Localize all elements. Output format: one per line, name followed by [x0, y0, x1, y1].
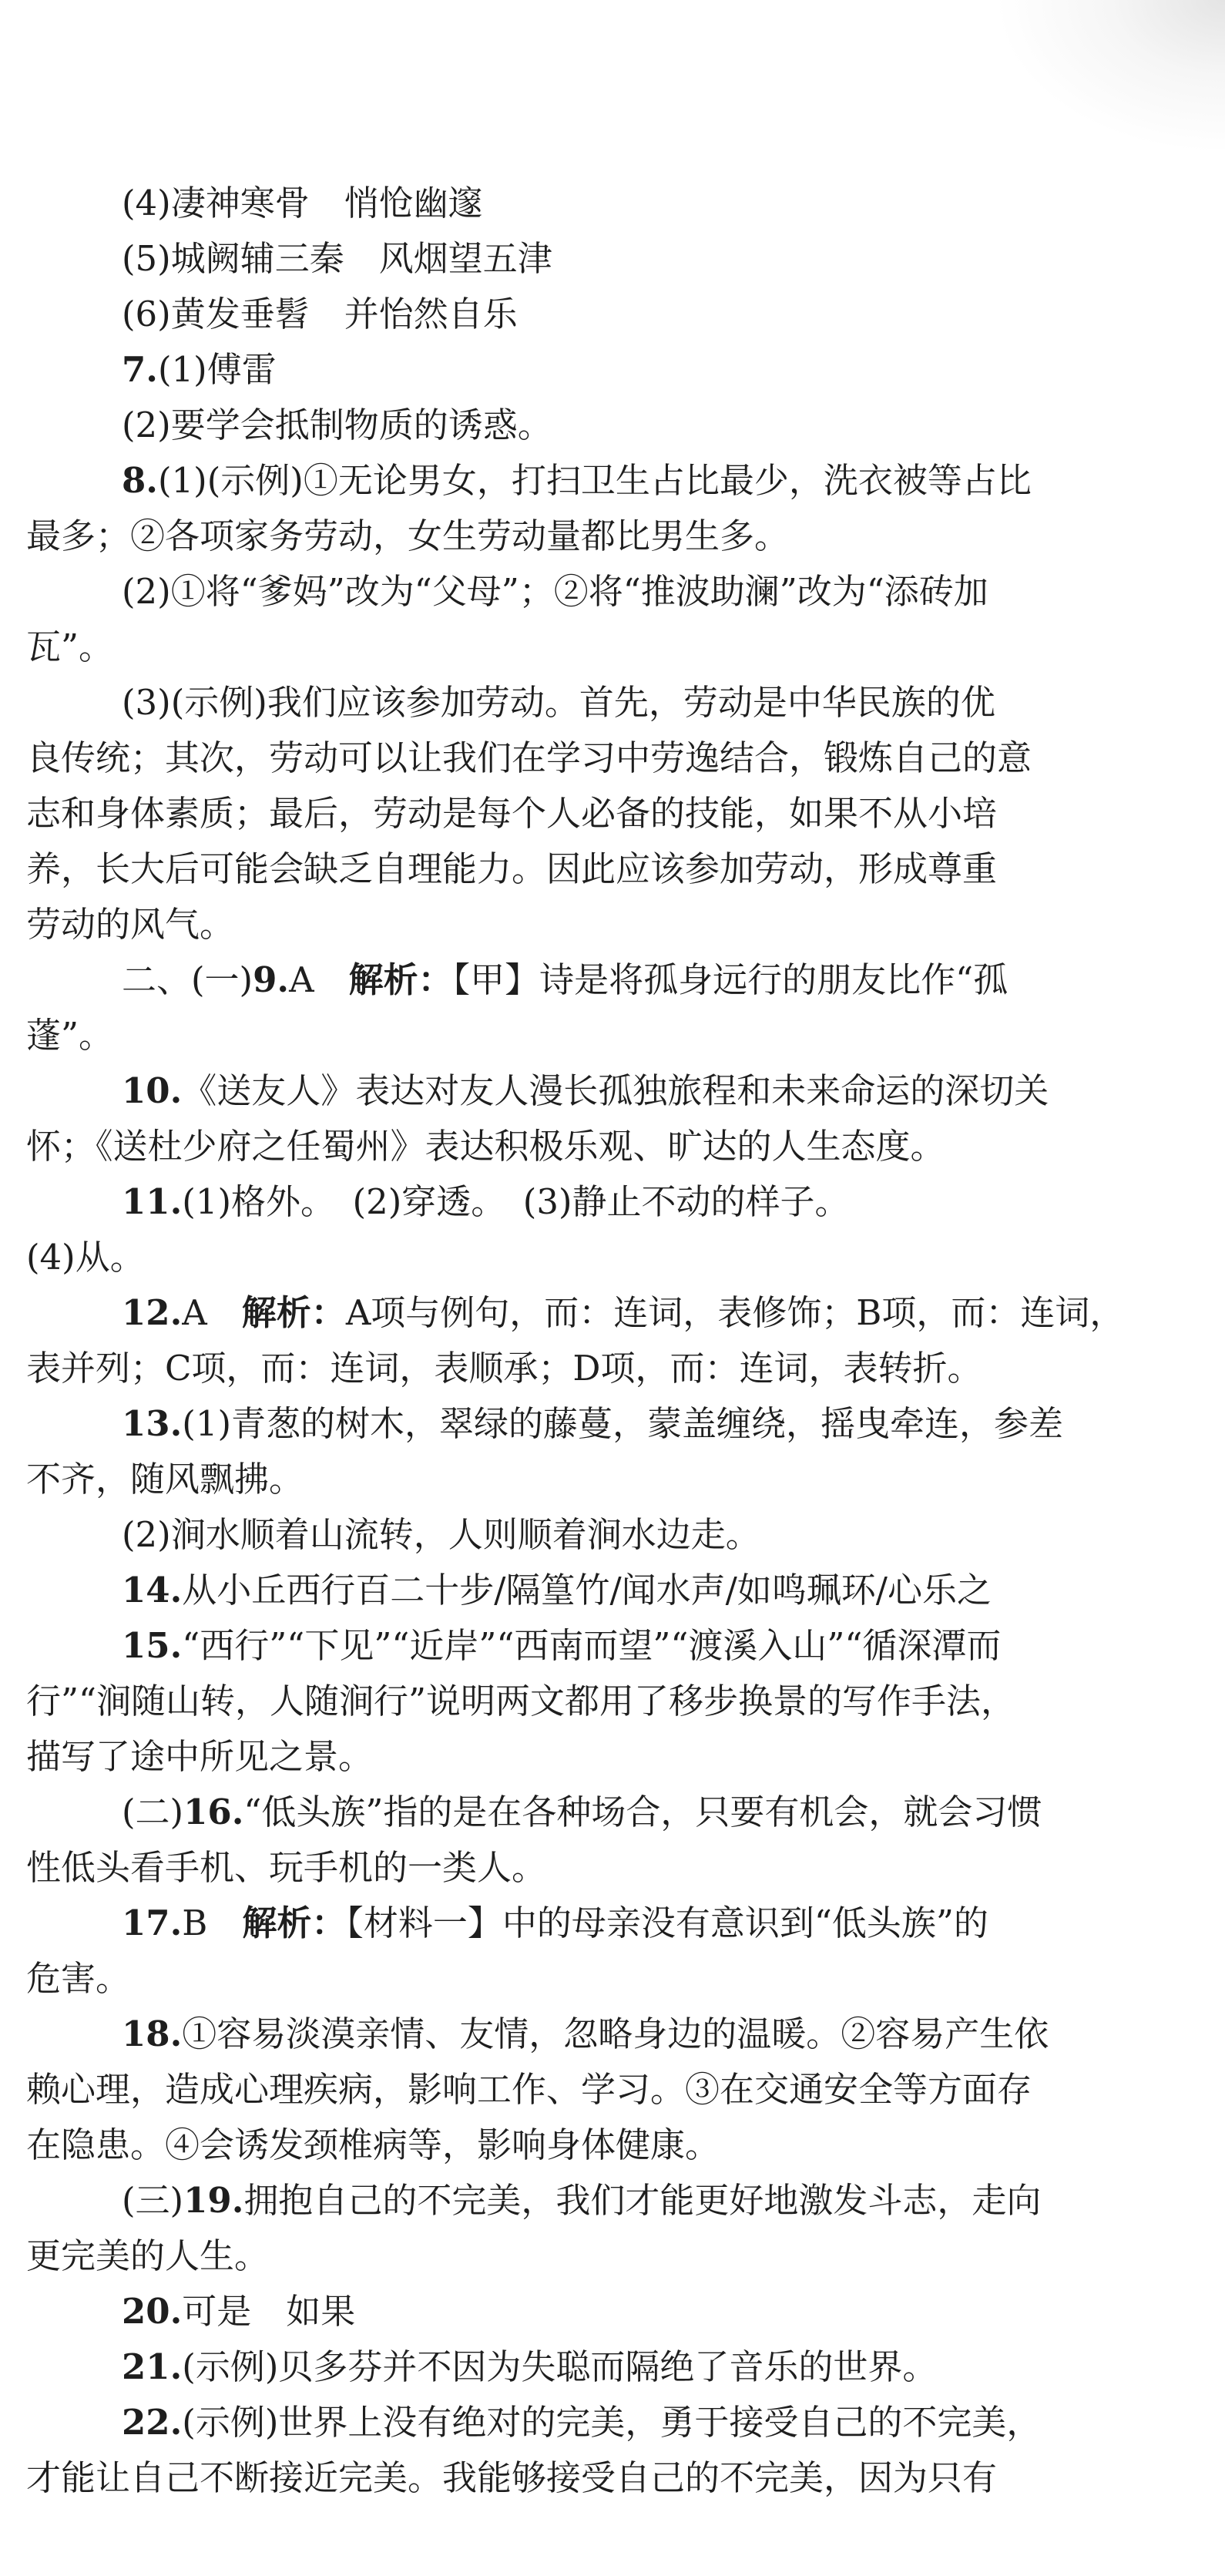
text-line	[26, 1341, 1197, 1396]
line-text: 从小丘西行百二十步/隔篁竹/闻水声/如鸣珮环/心乐之	[182, 1570, 992, 1610]
line-text: (1)傅雷	[157, 349, 277, 390]
text-line	[26, 730, 1197, 786]
line-num: 11.	[122, 1181, 183, 1222]
line-num: 20.	[122, 2291, 183, 2332]
text-line	[26, 1452, 1197, 1507]
text-line	[26, 2395, 1197, 2450]
line-pre: (三)	[122, 2180, 184, 2221]
text-line	[26, 2450, 1197, 2506]
line-num: 16.	[183, 1792, 244, 1832]
line-text: B	[182, 1903, 243, 1943]
line-text: (1)青葱的树木，翠绿的藤蔓，蒙盖缠绕，摇曳牵连，参差	[182, 1403, 1064, 1444]
line-text: 行”“涧随山转，人随涧行”说明两文都用了移步换景的写作手法，	[26, 1681, 1016, 1721]
text-line	[26, 675, 1197, 730]
line-text: (6)黄发垂髫 并怡然自乐	[122, 294, 518, 334]
text-line	[26, 2284, 1197, 2339]
line-text: (示例)贝多芬并不因为失聪而隔绝了音乐的世界。	[182, 2346, 938, 2387]
text-line	[26, 1618, 1197, 1674]
line-text: (1)(示例)①无论男女，打扫卫生占比最少，洗衣被等占比	[157, 460, 1032, 501]
line-num: 18.	[122, 2013, 183, 2054]
line-text: (2)①将“爹妈”改为“父母”；②将“推波助澜”改为“添砖加	[122, 571, 988, 612]
text-line	[26, 1285, 1197, 1341]
line-text: ①容易淡漠亲情、友情，忽略身边的温暖。②容易产生依	[182, 2013, 1049, 2054]
text-line	[26, 1174, 1197, 1230]
text-line	[26, 1396, 1197, 1452]
line-text: 劳动的风气。	[26, 904, 235, 945]
line-text: A	[289, 959, 349, 1000]
text-line	[26, 1119, 1197, 1174]
line-num: 19.	[183, 2180, 244, 2221]
text-line	[26, 287, 1197, 342]
text-line	[26, 1896, 1197, 1951]
line-text: (示例)世界上没有绝对的完美，勇于接受自己的不完美，	[182, 2402, 1042, 2443]
answer-text-block	[26, 176, 1197, 2506]
line-rest: 【材料一】中的母亲没有意识到“低头族”的	[346, 1903, 988, 1943]
text-line	[26, 897, 1197, 952]
line-text: (5)城阙辅三秦 风烟望五津	[122, 238, 552, 279]
text-line	[26, 2173, 1197, 2228]
line-text: 良传统；其次，劳动可以让我们在学习中劳逸结合，锻炼自己的意	[26, 737, 1032, 778]
line-text: 赖心理，造成心理疾病，影响工作、学习。③在交通安全等方面存	[26, 2069, 1032, 2110]
line-num: 21.	[122, 2346, 183, 2387]
text-line	[26, 564, 1197, 620]
line-num: 12.	[122, 1292, 183, 1333]
text-line	[26, 1063, 1197, 1119]
line-text: 志和身体素质；最后，劳动是每个人必备的技能，如果不从小培	[26, 793, 998, 834]
text-line	[26, 176, 1197, 231]
line-rest: 【甲】诗是将孤身远行的朋友比作“孤	[452, 959, 1009, 1000]
line-text: 瓦”。	[26, 626, 114, 667]
line-num: 13.	[122, 1403, 183, 1444]
text-line	[26, 952, 1197, 1008]
text-line	[26, 509, 1197, 564]
line-num: 9.	[253, 959, 290, 1000]
line-num: 17.	[122, 1903, 183, 1943]
text-line	[26, 841, 1197, 897]
line-text: 怀；《送杜少府之任蜀州》表达积极乐观、旷达的人生态度。	[26, 1126, 945, 1167]
text-line	[26, 786, 1197, 841]
text-line	[26, 398, 1197, 453]
text-line	[26, 453, 1197, 509]
line-text: 拥抱自己的不完美，我们才能更好地激发斗志，走向	[243, 2180, 1042, 2221]
line-text: 不齐，随风飘拂。	[26, 1459, 304, 1500]
text-line	[26, 1951, 1197, 2007]
text-line	[26, 1563, 1197, 1618]
line-num: 7.	[122, 349, 158, 390]
line-pre: (二)	[122, 1792, 184, 1832]
text-line	[26, 2062, 1197, 2118]
line-text: 表并列；C项，而：连词，表顺承；D项，而：连词，表转折。	[26, 1348, 982, 1389]
line-text: (1)格外。 (2)穿透。 (3)静止不动的样子。	[182, 1181, 850, 1222]
text-line	[26, 1729, 1197, 1785]
line-rest: A项与例句，而：连词，表修饰；B项，而：连词，	[345, 1292, 1125, 1333]
line-text: 《送友人》表达对友人漫长孤独旅程和未来命运的深切关	[182, 1070, 1049, 1111]
text-line	[26, 2228, 1197, 2284]
line-text: 养，长大后可能会缺乏自理能力。因此应该参加劳动，形成尊重	[26, 848, 998, 889]
line-text: 可是 如果	[182, 2291, 356, 2332]
line-text: (4)凄神寒骨 悄怆幽邃	[122, 183, 483, 223]
text-line	[26, 1840, 1197, 1896]
text-line	[26, 1008, 1197, 1063]
line-num: 22.	[122, 2402, 183, 2443]
scan-shadow	[994, 0, 1225, 154]
line-num: 10.	[122, 1070, 183, 1111]
line-text: 危害。	[26, 1958, 131, 1999]
line-text: “低头族”指的是在各种场合，只要有机会，就会习惯	[243, 1792, 1042, 1832]
line-text: 蓬”。	[26, 1015, 114, 1056]
line-text: (2)涧水顺着山流转，人则顺着涧水边走。	[122, 1514, 760, 1555]
text-line	[26, 342, 1197, 398]
text-line	[26, 2339, 1197, 2395]
line-text: “西行”“下见”“近岸”“西南而望”“渡溪入山”“循深潭而	[182, 1625, 1002, 1666]
line-bold: 解析：	[241, 1292, 346, 1333]
line-text: A	[182, 1292, 242, 1333]
line-text: (3)(示例)我们应该参加劳动。首先，劳动是中华民族的优	[122, 682, 995, 723]
line-text: (2)要学会抵制物质的诱惑。	[122, 405, 552, 445]
line-num: 8.	[122, 460, 158, 501]
line-num: 15.	[122, 1625, 183, 1666]
line-text: 最多；②各项家务劳动，女生劳动量都比男生多。	[26, 516, 790, 556]
line-text: 在隐患。④会诱发颈椎病等，影响身体健康。	[26, 2124, 720, 2165]
text-line	[26, 2118, 1197, 2173]
text-line	[26, 231, 1197, 287]
line-text: 描写了途中所见之景。	[26, 1736, 374, 1777]
line-text: (4)从。	[26, 1237, 145, 1278]
text-line	[26, 1785, 1197, 1840]
line-bold: 解析：	[242, 1903, 347, 1943]
text-line	[26, 1230, 1197, 1285]
line-text: 性低头看手机、玩手机的一类人。	[26, 1847, 547, 1888]
line-text: 才能让自己不断接近完美。我能够接受自己的不完美，因为只有	[26, 2457, 998, 2498]
line-pre: 二、(一)	[122, 959, 253, 1000]
line-text: 更完美的人生。	[26, 2235, 270, 2276]
line-bold: 解析：	[348, 959, 453, 1000]
text-line	[26, 1507, 1197, 1563]
line-num: 14.	[122, 1570, 183, 1610]
text-line	[26, 1674, 1197, 1729]
text-line	[26, 2007, 1197, 2062]
text-line	[26, 620, 1197, 675]
